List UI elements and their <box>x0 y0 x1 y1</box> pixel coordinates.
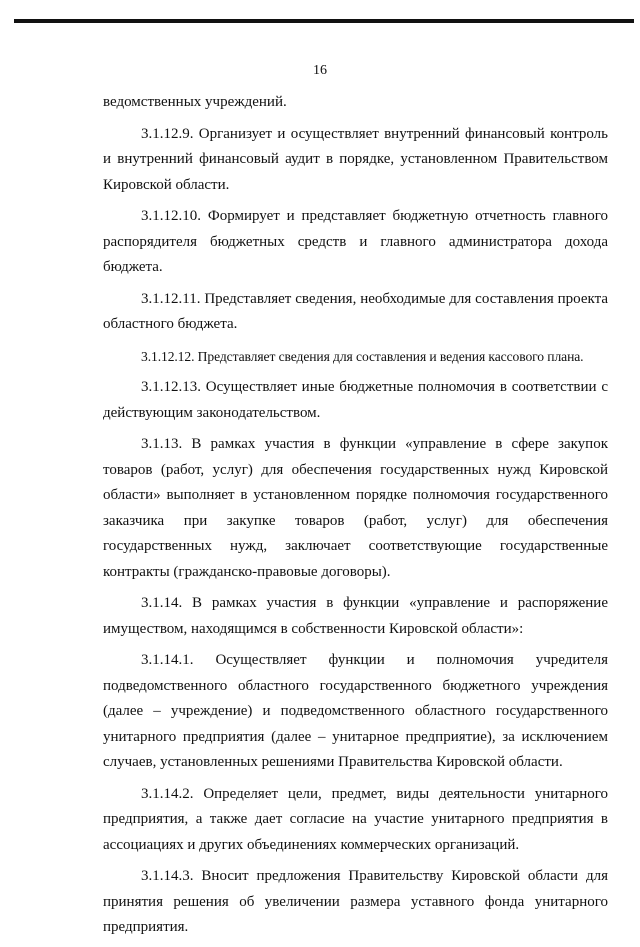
paragraph-3-1-13: 3.1.13. В рамках участия в функции «управление в сфере закупок товаров (работ, услуг) для обеспечения государственных нужд Кировской области» выполняет в установленном порядке полномочия государственного заказчика при закупке товаров (работ, услуг) для обеспечения государственных нужд, заключает соответствующие государственные контракты (гражданско-правовые договоры). <box>103 436 608 580</box>
paragraph-3-1-12-13: 3.1.12.13. Осуществляет иные бюджетные полномочия в соответствии с действующим законодательством. <box>103 379 608 421</box>
paragraph-3-1-12-10: 3.1.12.10. Формирует и представляет бюджетную отчетность главного распорядителя бюджетных средств и главного администратора дохода бюджета. <box>103 208 608 275</box>
paragraph-3-1-12-9: 3.1.12.9. Организует и осуществляет внутренний финансовый контроль и внутренний финансовый аудит в порядке, установленном Правительством Кировской области. <box>103 125 608 193</box>
paragraph-3-1-12-11: 3.1.12.11. Представляет сведения, необходимые для составления проекта областного бюджета. <box>103 290 608 332</box>
paragraph-3-1-14-3: 3.1.14.3. Вносит предложения Правительству Кировской области для принятия решения об увеличении размера уставного фонда унитарного предприятия. <box>103 868 608 935</box>
paragraph-3-1-14: 3.1.14. В рамках участия в функции «управление и распоряжение имуществом, находящимся в собственности Кировской области»: <box>103 595 608 637</box>
page-number: 16 <box>313 63 327 78</box>
paragraph-continuation: ведомственных учреждений. <box>103 94 287 110</box>
paragraph-3-1-14-2: 3.1.14.2. Определяет цели, предмет, виды деятельности унитарного предприятия, а также дает согласие на участие унитарного предприятия в ассоциациях и других объединениях коммерческих организаций. <box>103 785 608 853</box>
top-border-line <box>14 19 634 23</box>
paragraph-3-1-14-1: 3.1.14.1. Осуществляет функции и полномочия учредителя подведомственного областного государственного бюджетного учреждения (далее – учреждение) и подведомственного областного государственного унитарного предприятия (далее – унитарное предприятие), за исключением случаев, установленных решениями Правительства Кировской области. <box>103 652 608 770</box>
document-body <box>103 90 608 947</box>
paragraph-3-1-12-12: 3.1.12.12. Представляет сведения для составления и ведения кассового плана. <box>141 348 584 364</box>
